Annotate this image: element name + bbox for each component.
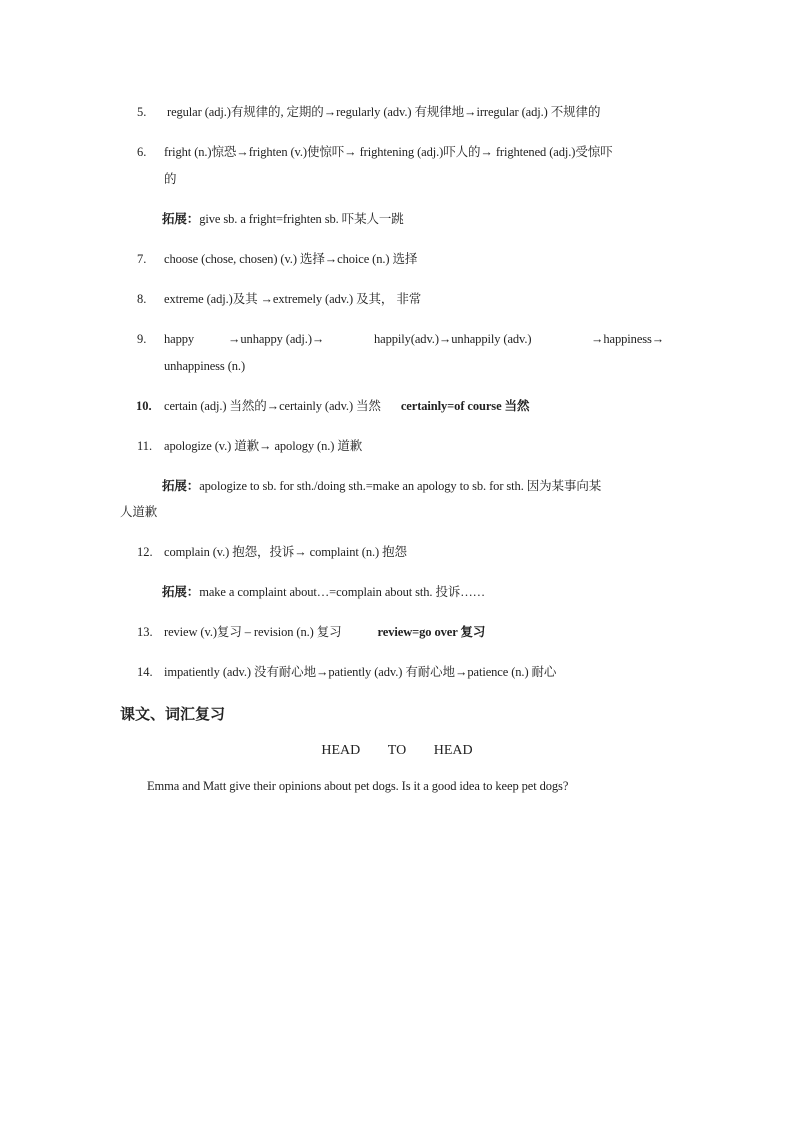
vocab-text: certain (adj.) 当然的→certainly (adv.) 当然 <box>164 399 381 413</box>
item-number: 7. <box>137 252 147 266</box>
vocab-bold-note: certainly=of course 当然 <box>400 399 530 413</box>
vocab-line: impatiently (adv.) 没有耐心地→patiently (adv.) 有耐心地→patience (n.) 耐心 <box>164 665 557 679</box>
extension-text: apologize to sb. for sth./doing sth.=make an apology to sb. for sth. 因为某事向某 <box>199 479 602 493</box>
extension-label: 拓展： <box>162 479 200 493</box>
vocab-line-part: happily(adv.)→unhappily (adv.) <box>374 332 532 346</box>
extension-label: 拓展： <box>162 212 200 226</box>
vocab-line: extreme (adj.)及其 →extremely (adv.) 及其， 非常 <box>164 292 422 306</box>
item-number: 6. <box>137 145 147 159</box>
vocab-bold-note: review=go over 复习 <box>377 625 486 639</box>
vocab-line: complain (v.) 抱怨，投诉→ complaint (n.) 抱怨 <box>164 545 407 559</box>
extension-line <box>162 478 601 494</box>
title-word: HEAD <box>433 743 473 758</box>
vocab-line-part: →unhappy (adj.)→ <box>228 332 325 346</box>
title-word: TO <box>387 743 407 758</box>
item-number: 10. <box>136 399 152 413</box>
item-number: 11. <box>137 439 153 453</box>
extension-label: 拓展： <box>162 585 200 599</box>
vocab-line: apologize (v.) 道歉→ apology (n.) 道歉 <box>164 439 363 453</box>
title-word: HEAD <box>321 743 361 758</box>
text-title <box>0 743 794 759</box>
extension-continuation: 人道歉 <box>120 505 158 519</box>
vocab-line <box>164 398 529 414</box>
vocab-line: regular (adj.)有规律的, 定期的→regularly (adv.) 有规律地→irregular (adj.) 不规律的 <box>167 105 601 119</box>
vocab-line <box>164 624 485 640</box>
vocab-line-continuation: 的 <box>164 172 177 186</box>
item-number: 5. <box>137 105 147 119</box>
item-number: 13. <box>137 625 153 639</box>
extension-text: give sb. a fright=frighten sb. 吓某人一跳 <box>199 212 404 226</box>
vocab-line-part: →happiness→ <box>591 332 665 346</box>
vocab-line: fright (n.)惊恐→frighten (v.)使惊吓→ frightening (adj.)吓人的→ frightened (adj.)受惊吓 <box>164 145 613 159</box>
vocab-line: choose (chose, chosen) (v.) 选择→choice (n.) 选择 <box>164 252 418 266</box>
extension-line <box>162 584 485 600</box>
item-number: 14. <box>137 665 153 679</box>
section-heading: 课文、词汇复习 <box>120 705 226 723</box>
extension-text: make a complaint about…=complain about sth. 投诉…… <box>199 585 486 599</box>
extension-line <box>162 211 404 227</box>
vocab-text: review (v.)复习 – revision (n.) 复习 <box>164 625 342 639</box>
item-number: 9. <box>137 332 147 346</box>
item-number: 8. <box>137 292 147 306</box>
item-number: 12. <box>137 545 153 559</box>
vocab-line-continuation: unhappiness (n.) <box>164 359 246 373</box>
intro-text: Emma and Matt give their opinions about pet dogs. Is it a good idea to keep pet dogs? <box>147 779 569 793</box>
vocab-line-part: happy <box>164 332 195 346</box>
